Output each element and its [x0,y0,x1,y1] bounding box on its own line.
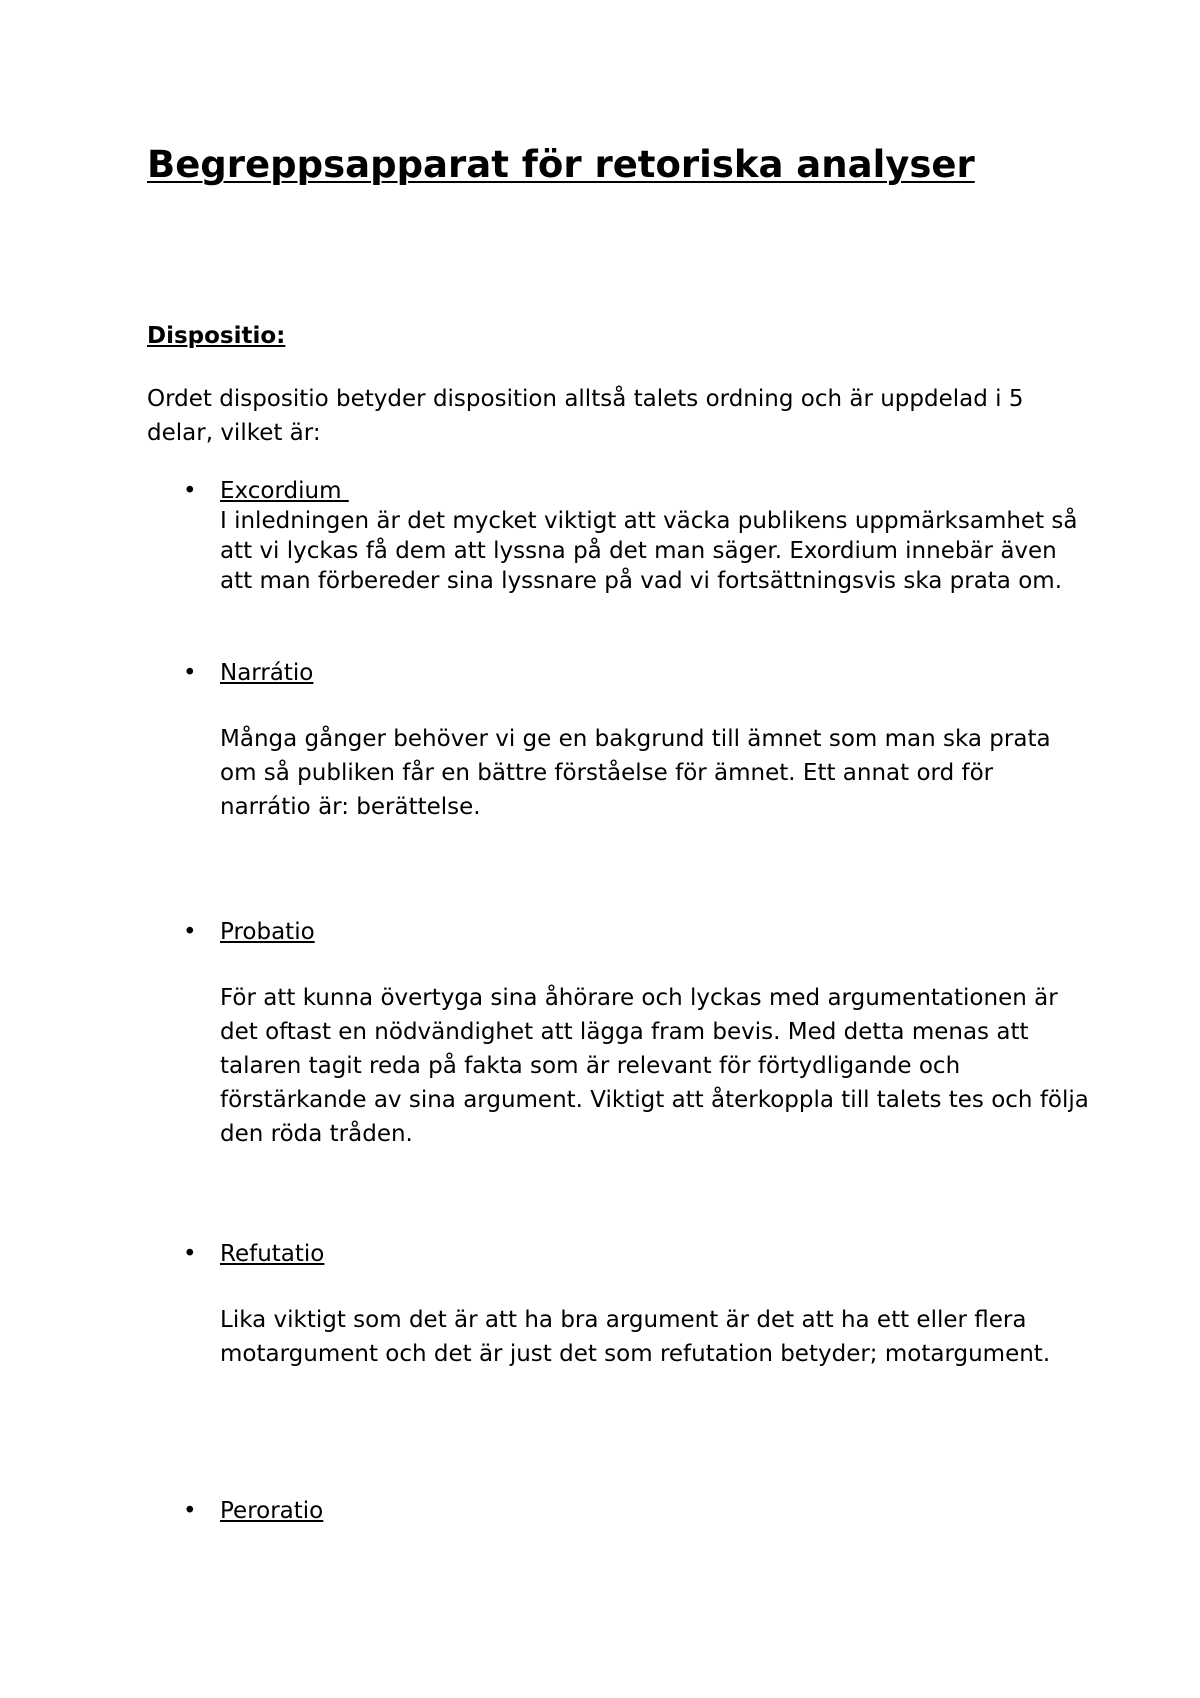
bullet-icon: • [183,660,197,686]
intro-paragraph: Ordet dispositio betyder disposition alltså talets ordning och är uppdelad i 5 delar, vilket är: [147,386,1024,446]
document-title: Begreppsapparat för retoriska analyser [147,143,975,186]
description-narratio: Många gånger behöver vi ge en bakgrund till ämnet som man ska prata om så publiken får en bättre förståelse för ämnet. Ett annat ord för narrátio är: berättelse. [220,726,1051,820]
bullet-icon: • [183,919,197,945]
term-narratio: Narrátio [220,660,314,686]
term-refutatio: Refutatio [220,1241,325,1267]
bullet-icon: • [183,1498,197,1524]
bullet-icon: • [183,478,197,504]
description-excordium: I inledningen är det mycket viktigt att väcka publikens uppmärksamhet så att vi lyckas få dem att lyssna på det man säger. Exordium innebär även att man förbereder sina lyssnare på vad vi fortsättningsvis ska prata om. [220,508,1078,594]
term-excordium: Excordium [220,478,349,504]
description-probatio: För att kunna övertyga sina åhörare och lyckas med argumentationen är det oftast en nödvändighet att lägga fram bevis. Med detta menas att talaren tagit reda på fakta som är relevant för förtydligande och förstärkande av sina argument. Viktigt att återkoppla till talets tes och följa den röda tråden. [220,985,1089,1147]
term-probatio: Probatio [220,919,315,945]
term-peroratio: Peroratio [220,1498,324,1524]
section-heading-dispositio: Dispositio: [147,323,286,349]
bullet-icon: • [183,1241,197,1267]
description-refutatio: Lika viktigt som det är att ha bra argument är det att ha ett eller flera motargument och det är just det som refutation betyder; motargument. [220,1307,1051,1367]
